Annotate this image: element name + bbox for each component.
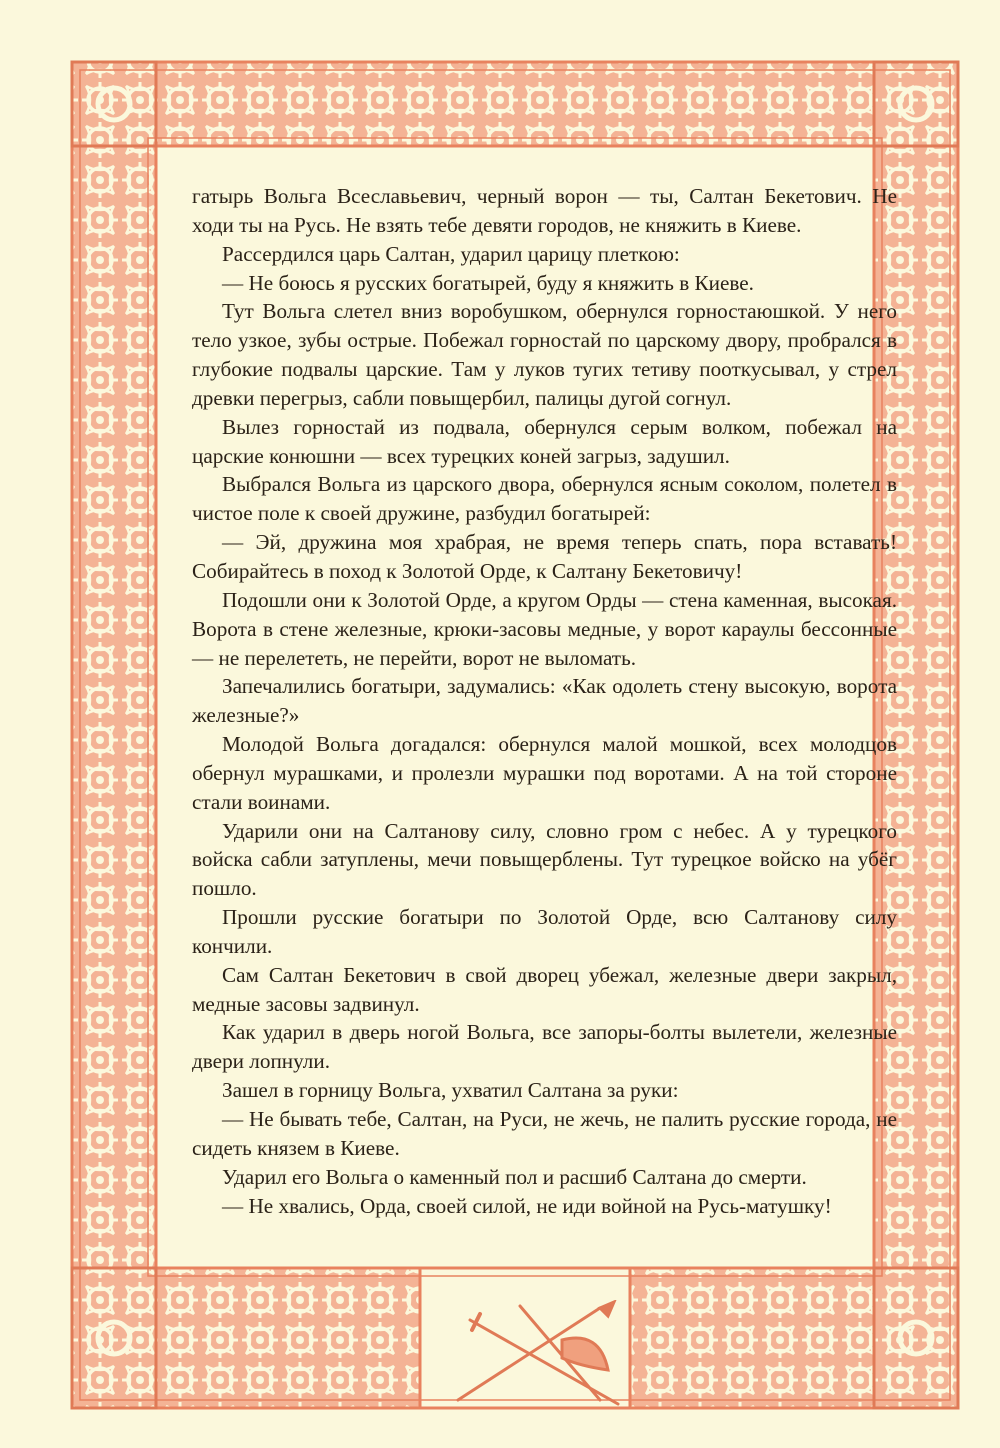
paragraph: Тут Вольга слетел вниз воробушком, обернулся горностаюшкой. У него тело узкое, зубы острые. Побежал горностай по царскому двору, пробрался в глубокие подвалы царские. Там у луков тугих тетиву пооткусывал, у стрел древки перегрыз, сабли повыщербил, палицы дугой согнул. (192, 299, 897, 410)
paragraph: Ударил его Вольга о каменный пол и расшиб Салтана до смерти. (222, 1164, 807, 1189)
paragraph: — Не бывать тебе, Салтан, на Руси, не жечь, не палить русские города, не сидеть князем в Киеве. (192, 1107, 897, 1160)
paragraph: Вылез горностай из подвала, обернулся серым волком, побежал на царские конюшни — всех турецких коней загрыз, задушил. (192, 414, 897, 468)
paragraph: Ударили они на Салтанову силу, словно гром с небес. А у турецкого войска сабли затуплены, мечи повыщерблены. Тут турецкое войско на убёг пошло. (192, 818, 897, 901)
paragraph: Запечалились богатыри, задумались: «Как одолеть стену высокую, ворота железные?» (192, 674, 897, 728)
paragraph: — Не боюсь я русских богатырей, буду я княжить в Киеве. (222, 270, 754, 295)
paragraph: Рассердился царь Салтан, ударил царицу плеткою: (222, 241, 680, 266)
paragraph: Прошли русские богатыри по Золотой Орде, всю Салтанову силу кончили. (192, 905, 897, 958)
paragraph: Как ударил в дверь ногой Вольга, все запоры-болты вылетели, железные двери лопнули. (192, 1020, 897, 1074)
paragraph: — Не хвались, Орда, своей силой, не иди войной на Русь-матушку! (222, 1193, 832, 1218)
paragraph: Подошли они к Золотой Орде, а кругом Орды — стена каменная, высокая. Ворота в стене железные, крюки-засовы медные, у ворот караулы бессонные — не перелететь, не перейти, ворот не выломать. (192, 587, 897, 670)
paragraph: Сам Салтан Бекетович в свой дворец убежал, железные двери закрыл, медные засовы задвинул. (192, 962, 897, 1016)
paragraph: Молодой Вольга догадался: обернулся малой мошкой, всех молодцов обернул мурашками, и пролезли мурашки под воротами. А на той стороне стали воинами. (192, 732, 897, 814)
paragraph: гатырь Вольга Всеславьевич, черный ворон — ты, Салтан Бекетович. Не ходи ты на Русь. Не взять тебе девяти городов, не княжить в Киеве. (192, 184, 897, 237)
crossed-weapons-icon (450, 1300, 630, 1410)
paragraph: — Эй, дружина моя храбрая, не время теперь спать, пора вставать! Собирайтесь в поход к Золотой Орде, к Салтану Бекетовичу! (192, 530, 897, 583)
paragraph: Выбрался Вольга из царского двора, обернулся ясным соколом, полетел в чистое поле к своей дружине, разбудил богатырей: (192, 472, 897, 526)
story-text (192, 182, 897, 1220)
paragraph: Зашел в горницу Вольга, ухватил Салтана за руки: (222, 1078, 679, 1103)
